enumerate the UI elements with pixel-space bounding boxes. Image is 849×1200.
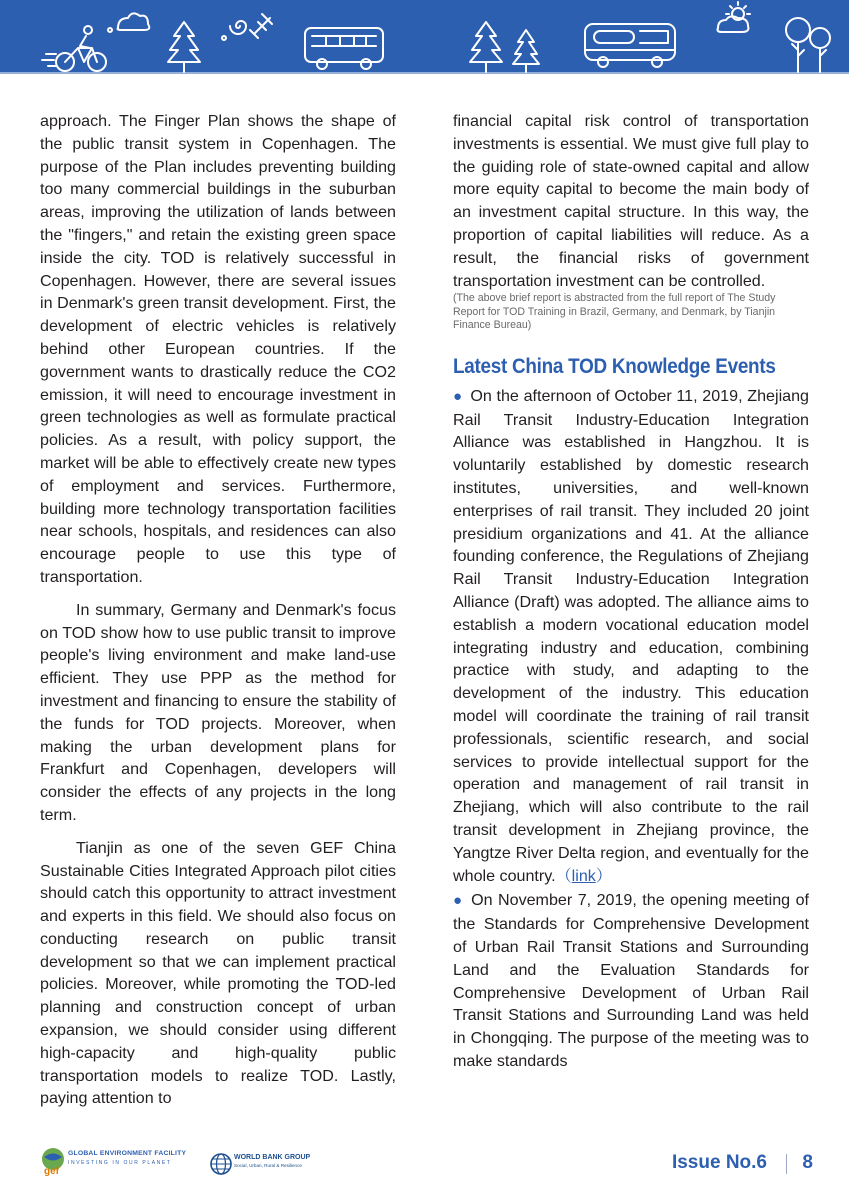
event-text: On November 7, 2019, the opening meeting of the Standards for Comprehensive Development of Urban Rail Transit Stations and Surrounding Land and the Evaluation Standards for Comprehensive Development of Urban Rail Transit Stations and Surrounding Land was held in Chongqing. The purpose of the meeting was to make standards — [453, 891, 810, 1070]
bus-icon — [305, 28, 383, 69]
world-bank-globe-icon — [210, 1153, 232, 1175]
event-item — [453, 385, 809, 888]
header-banner — [0, 0, 849, 74]
bullet-icon: ● — [453, 387, 463, 405]
gef-tagline: INVESTING IN OUR PLANET — [68, 1160, 172, 1166]
cyclist-icon — [42, 26, 106, 71]
page-footer — [0, 1140, 849, 1200]
tree-icon — [513, 30, 539, 72]
body-paragraph: financial capital risk control of transportation investments is essential. We must give full play to the guiding role of state-owned capital and allow more equity capital to become the main body of an investment capital structure. In this way, the proportion of capital liabilities will reduce. As a result, the financial risks of government transportation investment can be controlled. — [453, 112, 809, 290]
section-title: Latest China TOD Knowledge Events — [453, 354, 776, 378]
sun-cloud-icon — [718, 2, 751, 32]
right-column — [453, 110, 809, 1073]
page-number: 8 — [802, 1152, 813, 1173]
footer-divider — [786, 1154, 787, 1174]
event-text: On the afternoon of October 11, 2019, Zhejiang Rail Transit Industry-Education Integration Alliance was established in Hangzhou. It is voluntarily established by domestic research institutes, universities, and well-known enterprises of rail transit. They included 20 joint presidium organizations and 41. At the alliance founding conference, the Regulations of Zhejiang Rail Transit Industry-Education Integration Alliance (Draft) was adopted. The alliance aims to establish a modern vocational education model integrating industry and education, combining practice with study, and adapting to the development of the industry. This education model will coordinate the training of rail transit professionals, scientific research, and social services to provide intellectual support for the operation and management of rail transit in Zhejiang, which will also contribute to the rail transit development in Zhejiang province, the Yangtze River Delta region, and eventually for the whole country. — [453, 386, 809, 885]
issue-number: Issue No.6 — [671, 1152, 767, 1173]
body-paragraph: In summary, Germany and Denmark's focus on TOD show how to use public transit to improve people's living environment and make land-use efficient. They use PPP as the method for investment and financing to ensure the stability of the funds for TOD projects. Moreover, when making the urban development plans for Frankfurt and Copenhagen, developers will consider the effects of any projects in the long term. — [40, 600, 396, 824]
link-paren-open: （ — [555, 866, 572, 885]
tree-icon — [470, 22, 502, 72]
wind-icon — [222, 21, 246, 40]
tree-icon — [168, 22, 200, 72]
event-item — [453, 889, 809, 1072]
world-bank-tagline: Social, Urban, Rural & Resilience — [234, 1163, 302, 1168]
bus-icon — [585, 24, 675, 67]
banner-illustration — [0, 0, 849, 74]
link-paren-close: ） — [595, 866, 612, 885]
airplane-icon — [250, 14, 272, 38]
tree-icon — [810, 28, 830, 72]
event-link[interactable]: link — [571, 866, 596, 885]
body-paragraph: approach. The Finger Plan shows the shape of the public transit system in Copenhagen. The purpose of the Plan includes preventing building too many commercial buildings in the suburban areas, improving the utilization of lands between the "fingers," and retain the existing green space inside the city. TOD is relatively successful in Copenhagen. However, there are several issues in Denmark's green transit development. First, the development of electric vehicles is relatively behind other European countries. If the government wants to drastically reduce the CO2 emission, it will need to encourage investment in green technologies as well as formulate practical policies. As a result, with policy support, the market will be able to effectively create new types of employment and services. Furthermore, building more technology transportation facilities near schools, hospitals, and residences can also encourage people to use this type of transportation. — [40, 112, 396, 586]
cloud-icon — [108, 13, 149, 32]
gef-logo-text: gef — [44, 1166, 59, 1177]
bullet-icon: ● — [453, 892, 464, 910]
world-bank-name: WORLD BANK GROUP — [234, 1154, 311, 1161]
gef-name: GLOBAL ENVIRONMENT FACILITY — [68, 1150, 187, 1157]
left-column — [40, 110, 396, 1110]
tree-icon — [786, 18, 810, 72]
source-note: (The above brief report is abstracted from the full report of The Study Report for TOD Training in Brazil, Germany, and Denmark, by Tianjin Finance Bureau) — [453, 292, 776, 331]
body-paragraph: Tianjin as one of the seven GEF China Sustainable Cities Integrated Approach pilot cities should catch this opportunity to attract investment and experts in this field. We should also focus on conducting research on public transit development so that we can implement practical policies. Moreover, while promoting the TOD-led planning and construction concept of urban expansion, we should consider using different high-capacity and high-quality public transportation models to realize TOD. Lastly, paying attention to — [40, 838, 396, 1108]
